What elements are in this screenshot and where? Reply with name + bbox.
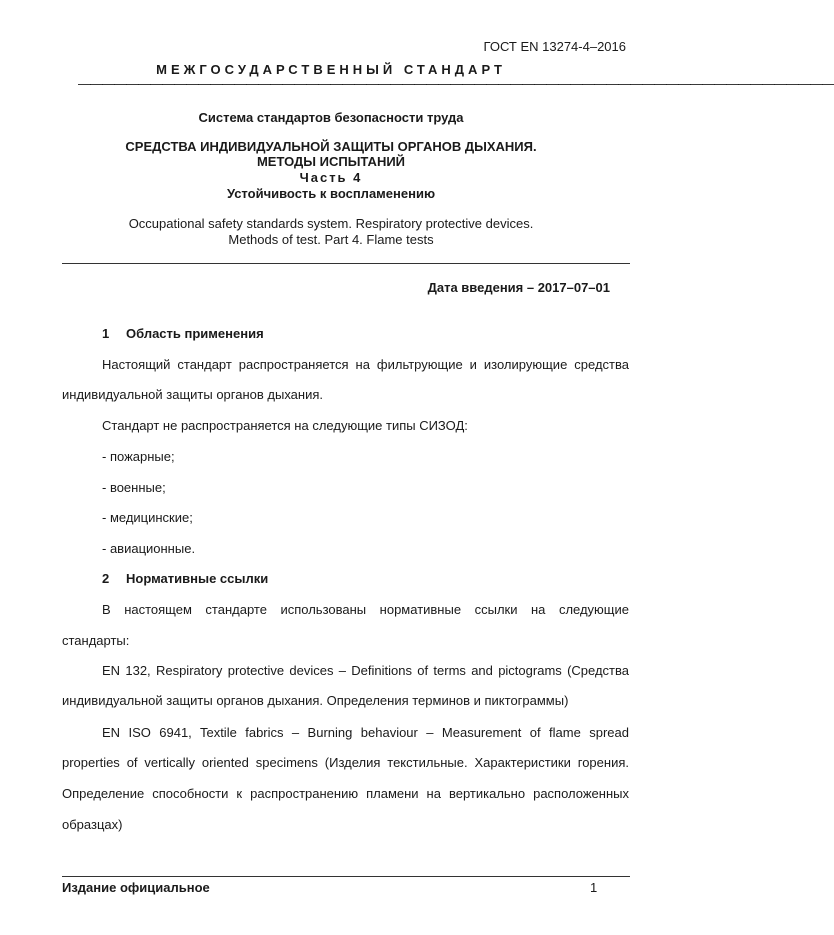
list-item: - военные; <box>102 480 166 495</box>
section2-intro-line2: стандарты: <box>62 633 130 648</box>
section1-number: 1 <box>102 326 110 341</box>
section1-paragraph2: Стандарт не распространяется на следующие типы СИЗОД: <box>102 418 468 433</box>
page-number: 1 <box>590 880 598 895</box>
section1-paragraph1-line1: Настоящий стандарт распространяется на фильтрующие и изолирующие средства <box>102 357 629 372</box>
footer-divider <box>62 876 630 877</box>
document-code: ГОСТ EN 13274-4–2016 <box>483 39 626 54</box>
section2-heading <box>102 571 268 586</box>
section1-paragraph1-line2: индивидуальной защиты органов дыхания. <box>62 387 324 402</box>
document-subtitle: Устойчивость к воспламенению <box>226 186 436 201</box>
reference-en-iso-6941-line4: образцах) <box>62 817 123 832</box>
header-separator: ——————————————————————————————————————————————————————————————— <box>78 76 834 91</box>
document-title-line1: СРЕДСТВА ИНДИВИДУАЛЬНОЙ ЗАЩИТЫ ОРГАНОВ ДЫХАНИЯ. <box>125 139 537 154</box>
list-item: - пожарные; <box>102 449 175 464</box>
standards-system-title: Система стандартов безопасности труда <box>198 110 464 125</box>
list-item: - авиационные. <box>102 541 196 556</box>
section2-number: 2 <box>102 571 110 586</box>
list-item: - медицинские; <box>102 510 193 525</box>
document-part: Часть 4 <box>299 170 363 185</box>
reference-en-iso-6941-line3: Определение способности к распространению пламени на вертикально расположенных <box>62 786 629 801</box>
english-title-line1: Occupational safety standards system. Respiratory protective devices. <box>128 216 534 231</box>
official-edition-label: Издание официальное <box>62 880 210 895</box>
reference-en132-line2: индивидуальной защиты органов дыхания. Определения терминов и пиктограммы) <box>62 693 569 708</box>
english-title-line2: Methods of test. Part 4. Flame tests <box>228 232 434 247</box>
section1-title: Область применения <box>126 326 264 341</box>
reference-en132-line1: EN 132, Respiratory protective devices – Definitions of terms and pictograms (Средства <box>102 663 629 678</box>
reference-en-iso-6941-line1: EN ISO 6941, Textile fabrics – Burning behaviour – Measurement of flame spread <box>102 725 629 740</box>
interstate-standard-heading: МЕЖГОСУДАРСТВЕННЫЙ СТАНДАРТ <box>156 62 506 77</box>
section2-title: Нормативные ссылки <box>126 571 269 586</box>
title-divider <box>62 263 630 264</box>
reference-en-iso-6941-line2: properties of vertically oriented specimens (Изделия текстильные. Характеристики горения. <box>62 755 629 770</box>
section1-heading <box>102 326 264 341</box>
introduction-date: Дата введения – 2017–07–01 <box>427 280 610 295</box>
section2-intro-line1: В настоящем стандарте использованы нормативные ссылки на следующие <box>102 602 629 617</box>
document-title-line2: МЕТОДЫ ИСПЫТАНИЙ <box>256 154 406 169</box>
